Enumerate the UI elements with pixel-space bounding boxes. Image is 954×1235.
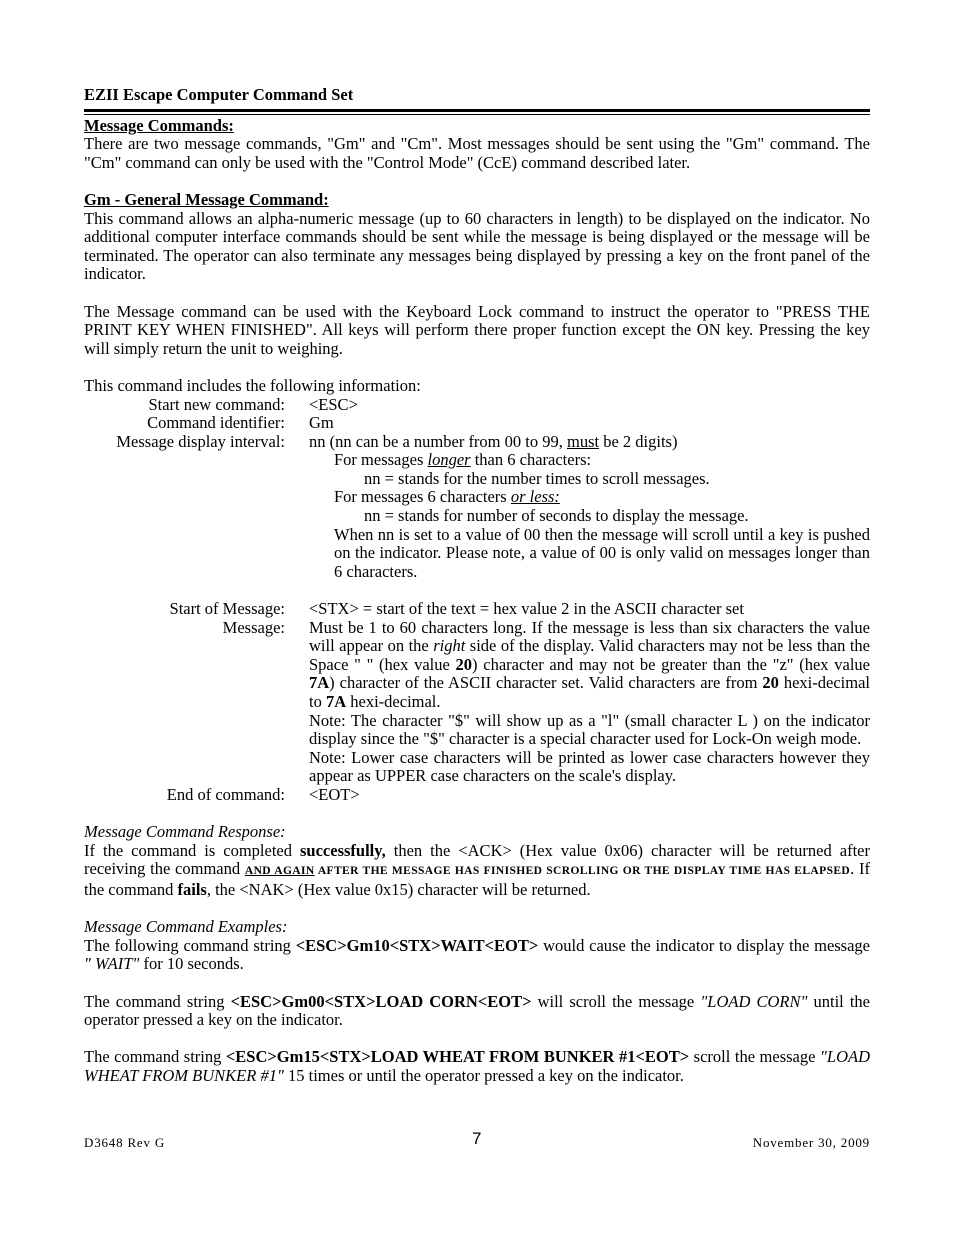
less-nn-line: nn = stands for number of seconds to display the message. (364, 506, 749, 526)
page-content (84, 86, 870, 1085)
zero-note: When nn is set to a value of 00 then the message will scroll until a key is pushed on the indicator. Please note, a value of 00 is only valid on messages longer than 6 characters. (334, 524, 870, 581)
field-start (84, 396, 870, 415)
header-rule-thin (84, 114, 870, 115)
longer-line: For messages longer than 6 characters: (334, 450, 592, 470)
footer-doc-id: D3648 Rev G (84, 1135, 166, 1150)
field-label: Start new command: (148, 394, 285, 414)
header-rule-thick (84, 109, 870, 112)
example-1: The following command string <ESC>Gm10<STX>WAIT<EOT> would cause the indicator to display the message " WAIT" for 10 seconds. (84, 935, 871, 974)
gm-paragraph-1: This command allows an alpha-numeric message (up to 60 characters in length) to be displayed on the indicator. No additional computer interface commands should be sent while the message is being displayed or the message will be terminated. The operator can also terminate any messages being displayed by pressing a key on the front panel of the indicator. (84, 208, 870, 284)
field-value: <ESC> (309, 394, 358, 414)
field-label: Message display interval: (116, 431, 285, 451)
note-lowercase: Note: Lower case characters will be printed as lower case characters however they appear as UPPER case characters on the scale's display. (309, 747, 870, 786)
field-label: Command identifier: (147, 413, 285, 433)
field-value: nn (nn can be a number from 00 to 99, must be 2 digits) (309, 431, 678, 451)
message-rules: Must be 1 to 60 characters long. If the message is less than six characters the value will appear on the right side of the display. Valid characters may not be less than the Space " " (hex value 20) character and may not be greater than the "z" (hex value 7A) character of the ASCII character set. Valid characters are from 20 hexi-decimal to 7A hexi-decimal. (309, 617, 870, 711)
field-value: <EOT> (309, 784, 360, 804)
field-start-message (84, 600, 870, 619)
field-value (309, 619, 870, 786)
field-label: Start of Message: (169, 599, 285, 619)
field-value: Gm (309, 413, 334, 433)
examples-heading: Message Command Examples: (84, 917, 288, 937)
message-commands-heading: Message Commands: (84, 115, 234, 135)
page-footer (84, 1130, 870, 1152)
less-line: For messages 6 characters or less: (334, 487, 560, 507)
gm-paragraph-2: The Message command can be used with the Keyboard Lock command to instruct the operator to "PRESS THE PRINT KEY WHEN FINISHED". All keys will perform there proper function except the ON key. Pressing the key will simply return the unit to weighing. (84, 301, 870, 358)
field-end (84, 786, 870, 805)
field-value: <STX> = start of the text = hex value 2 in the ASCII character set (309, 599, 744, 619)
response-paragraph: If the command is completed successfully, then the <ACK> (Hex value 0x06) character will be returned after receiving the command AND AGAIN AFTER THE MESSAGE HAS FINISHED SCROLLING OR THE DISPLAY TIME HAS ELAPSED. If the command fails, the <NAK> (Hex value 0x15) character will be returned. (84, 840, 871, 899)
response-heading: Message Command Response: (84, 822, 286, 842)
includes-line: This command includes the following information: (84, 375, 421, 395)
field-label: Message: (222, 617, 285, 637)
field-label: End of command: (166, 784, 285, 804)
gm-heading: Gm - General Message Command: (84, 189, 329, 209)
example-2: The command string <ESC>Gm00<STX>LOAD CORN<EOT> will scroll the message "LOAD CORN" until the operator pressed a key on the indicator. (84, 991, 870, 1030)
note-dollar: Note: The character "$" will show up as a "l" (small character L ) on the indicator display since the "$" character is a special character used for Lock-On weigh mode. (309, 710, 870, 749)
longer-nn-line: nn = stands for the number times to scroll messages. (364, 468, 710, 488)
field-interval (84, 433, 870, 452)
field-message (84, 619, 870, 786)
page-header-title: EZII Escape Computer Command Set (84, 85, 354, 104)
field-identifier (84, 414, 870, 433)
message-commands-paragraph: There are two message commands, "Gm" and "Cm". Most messages should be sent using the "Gm" command. The "Cm" command can only be used with the "Control Mode" (CcE) command described later. (84, 134, 870, 172)
example-3: The command string <ESC>Gm15<STX>LOAD WHEAT FROM BUNKER #1<EOT> scroll the message "LOAD WHEAT FROM BUNKER #1" 15 times or until the operator pressed a key on the indicator. (84, 1047, 870, 1085)
footer-date: November 30, 2009 (752, 1135, 870, 1150)
footer-page-number: 7 (472, 1129, 482, 1148)
